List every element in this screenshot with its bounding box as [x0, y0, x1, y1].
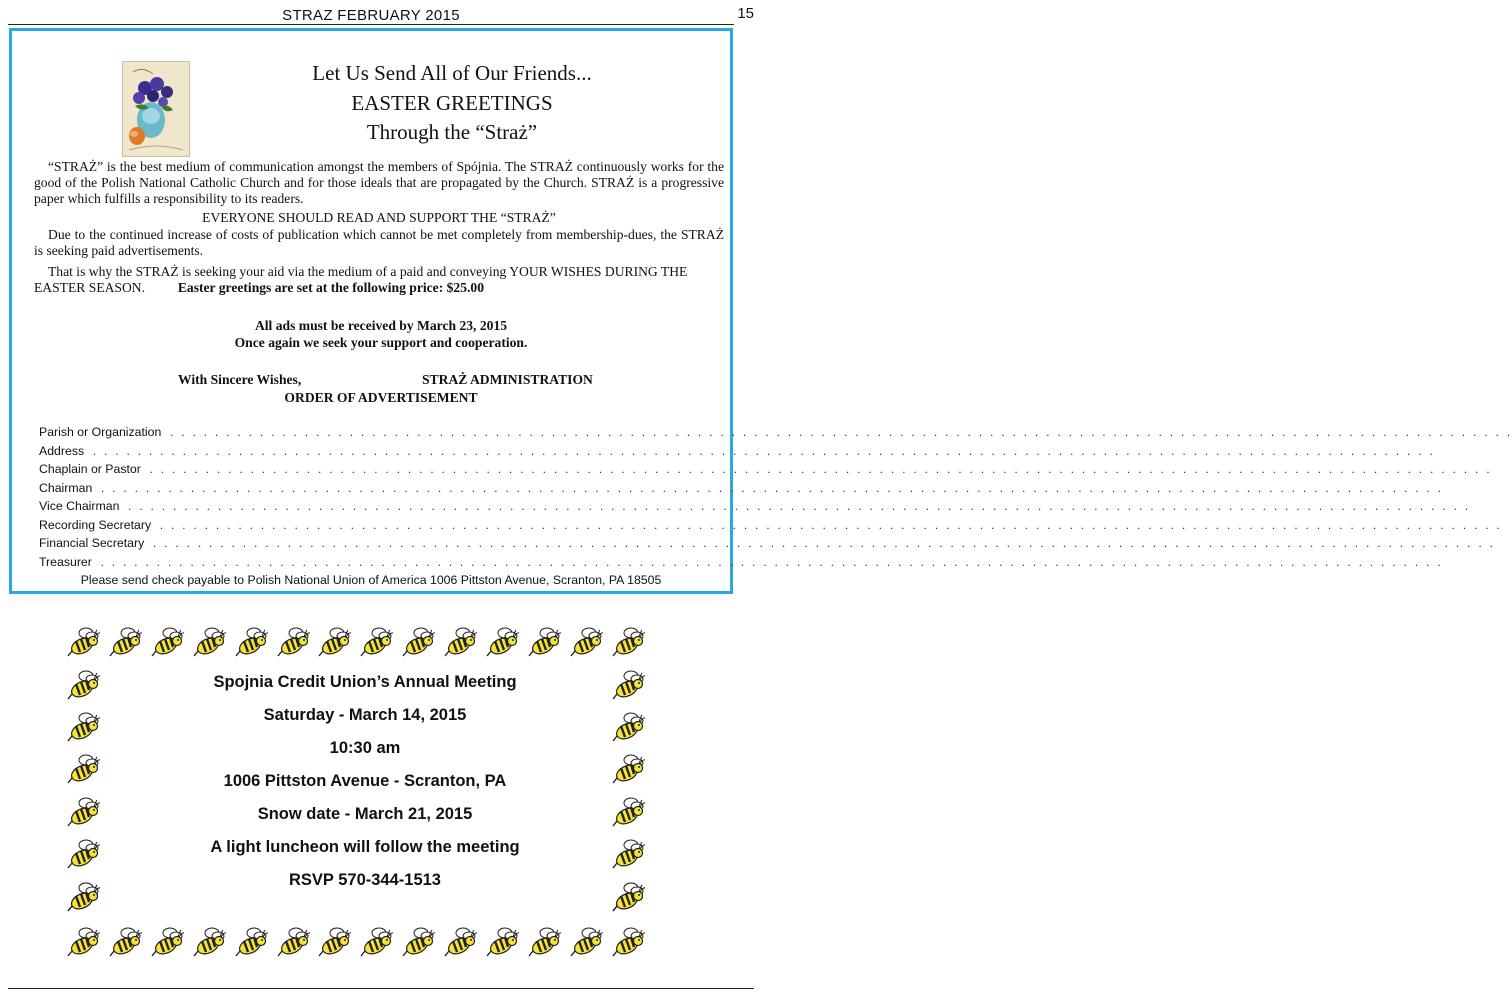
form-field-blank: . . . . . . . . . . . . . . . . . . . . . . . . . . . . . . . . . . . . . . . . . . . . . . . . . . . . . . . . . . . . . . . . . . . . . . . . . . . . . . . . . . . . . . . . . . . . . . . . . . . . . . . . . . . . . . . . . . . . . . . .: [87, 443, 1436, 458]
heading-easter-greetings: EASTER GREETINGS: [351, 91, 553, 115]
support-text: Once again we seek your support and cooperation.: [234, 335, 528, 350]
meeting-date: Saturday - March 14, 2015: [263, 706, 467, 724]
easter-greetings-ad: [9, 28, 1512, 594]
form-field-row: [39, 534, 1496, 553]
seeking-aid-text: That is why the STRAŻ is seeking your aid via the medium of a paid and conveying YOUR WISHES DURING THE EASTER SEASON.: [34, 264, 688, 295]
order-form: [39, 423, 1512, 571]
bee-icon: [567, 924, 605, 960]
form-field-label: Address: [39, 444, 87, 458]
form-field-label: Chairman: [39, 481, 95, 495]
form-field-label: Parish or Organization: [39, 425, 164, 439]
bee-icon: [483, 624, 521, 660]
meeting-address: 1006 Pittston Avenue - Scranton, PA: [223, 772, 507, 790]
paragraph-increase-of-costs: Due to the continued increase of costs of publication which cannot be met completely from membership-dues, the STRAŻ is seeking paid advertisements.: [34, 227, 724, 258]
heading-let-us-send: Let Us Send All of Our Friends...: [312, 61, 592, 85]
form-field-label: Recording Secretary: [39, 518, 154, 532]
form-field-row: [39, 553, 1443, 572]
bee-icon: [64, 794, 102, 830]
form-field-row: [39, 442, 1436, 461]
bottom-rule: [8, 988, 754, 989]
meeting-snow-date: Snow date - March 21, 2015: [257, 805, 473, 823]
form-field-label: Treasurer: [39, 555, 95, 569]
bee-icon: [64, 624, 102, 660]
bee-icon: [274, 924, 312, 960]
bee-icon: [232, 624, 270, 660]
form-field-blank: . . . . . . . . . . . . . . . . . . . . . . . . . . . . . . . . . . . . . . . . . . . . . . . . . . . . . . . . . . . . . . . . . . . . . . . . . . . . . . . . . . . . . . . . . . . . . . . . . . . . . . . . . . . . . . . . . . . . . . . .: [122, 499, 1471, 513]
bee-icon: [106, 924, 144, 960]
form-field-row: [39, 497, 1471, 516]
form-field-blank: . . . . . . . . . . . . . . . . . . . . . . . . . . . . . . . . . . . . . . . . . . . . . . . . . . . . . . . . . . . . . . . . . . . . . . . . . . . . . . . . . . . . . . . . . . . . . . . . . . . . . . . . . . . . . . . . . . . . . . . .: [143, 462, 1492, 476]
bee-icon: [64, 751, 102, 787]
violets-postcard-image: [122, 61, 190, 157]
bee-icon: [274, 624, 312, 660]
bee-icon: [357, 924, 395, 960]
payment-footer: Please send check payable to Polish National Union of America 1006 Pittston Avenue, Scranton, PA 18505: [80, 573, 662, 587]
form-field-blank: . . . . . . . . . . . . . . . . . . . . . . . . . . . . . . . . . . . . . . . . . . . . . . . . . . . . . . . . . . . . . . . . . . . . . . . . . . . . . . . . . . . . . . . . . . . . . . . . . . . . . . . . . . . . . . . . . . . . . . . .: [147, 536, 1496, 550]
bee-icon: [525, 624, 563, 660]
bee-icon: [232, 924, 270, 960]
bee-icon: [441, 624, 479, 660]
form-field-blank: . . . . . . . . . . . . . . . . . . . . . . . . . . . . . . . . . . . . . . . . . . . . . . . . . . . . . . . . . . . . . . . . . . . . . . . . . . . . . . . . . . . . . . . . . . . . . . . . . . . . . . . . . . . . . . . . . . . . . . . .: [154, 517, 1503, 532]
paragraph-straz-medium: “STRAŻ” is the best medium of communication amongst the members of Spójnia. The STRAŻ continuously works for the good of the Polish National Catholic Church and for those ideals that are propagated by the Church. STRAŻ is a progressive paper which fulfills a responsibility to its readers.: [34, 159, 724, 206]
bee-icon: [441, 924, 479, 960]
bee-icon: [64, 836, 102, 872]
bee-icon: [190, 624, 228, 660]
closing-text: With Sincere Wishes,: [178, 372, 302, 387]
form-field-row: [39, 479, 1444, 498]
bee-icon: [64, 709, 102, 745]
form-field-blank: . . . . . . . . . . . . . . . . . . . . . . . . . . . . . . . . . . . . . . . . . . . . . . . . . . . . . . . . . . . . . . . . . . . . . . . . . . . . . . . . . . . . . . . . . . . . . . . . . . . . . . . . . . . . . . . . . . . . . . . .: [94, 554, 1443, 569]
bee-icon: [148, 924, 186, 960]
newspaper-title: STRAZ FEBRUARY 2015: [282, 7, 460, 24]
bee-icon: [106, 624, 144, 660]
form-field-row: [39, 423, 1512, 442]
bee-icon: [609, 624, 647, 660]
meeting-rsvp: RSVP 570-344-1513: [289, 871, 441, 889]
bee-icon: [315, 924, 353, 960]
deadline-text: All ads must be received by March 23, 2015: [254, 318, 508, 333]
order-title: ORDER OF ADVERTISEMENT: [284, 390, 478, 405]
bee-icon: [64, 667, 102, 703]
credit-union-meeting-notice: [115, 666, 615, 897]
bee-icon: [609, 924, 647, 960]
meeting-luncheon: A light luncheon will follow the meeting: [210, 838, 520, 856]
form-field-blank: . . . . . . . . . . . . . . . . . . . . . . . . . . . . . . . . . . . . . . . . . . . . . . . . . . . . . . . . . . . . . . . . . . . . . . . . . . . . . . . . . . . . . . . . . . . . . . . . . . . . . . . . . . . . . . . . . . . . . . . .: [164, 425, 1512, 439]
bee-icon: [483, 924, 521, 960]
bee-icon: [64, 879, 102, 915]
form-field-label: Chaplain or Pastor: [39, 462, 144, 476]
page-number: 15: [737, 5, 754, 22]
bee-icon: [399, 624, 437, 660]
bee-icon: [190, 924, 228, 960]
paragraph-seeking-aid: [34, 264, 724, 296]
signature-text: STRAŻ ADMINISTRATION: [422, 372, 593, 387]
page-header: [8, 4, 754, 25]
bee-icon: [357, 624, 395, 660]
form-field-label: Vice Chairman: [39, 499, 122, 513]
form-field-blank: . . . . . . . . . . . . . . . . . . . . . . . . . . . . . . . . . . . . . . . . . . . . . . . . . . . . . . . . . . . . . . . . . . . . . . . . . . . . . . . . . . . . . . . . . . . . . . . . . . . . . . . . . . . . . . . . . . . . . . . .: [95, 480, 1444, 495]
meeting-title: Spojnia Credit Union’s Annual Meeting: [213, 673, 517, 691]
form-field-row: [39, 516, 1503, 535]
price-line: Easter greetings are set at the following price: $25.00: [177, 280, 485, 295]
bee-icon: [399, 924, 437, 960]
bee-icon: [148, 624, 186, 660]
heading-through-the-straz: Through the “Straż”: [366, 120, 538, 144]
bee-icon: [525, 924, 563, 960]
meeting-time: 10:30 am: [329, 739, 401, 757]
form-field-label: Financial Secretary: [39, 536, 147, 550]
paragraph-everyone-should-read: EVERYONE SHOULD READ AND SUPPORT THE “STRAŻ”: [202, 210, 556, 225]
bee-icon: [64, 924, 102, 960]
bee-icon: [567, 624, 605, 660]
bee-icon: [315, 624, 353, 660]
form-field-row: [39, 460, 1492, 479]
